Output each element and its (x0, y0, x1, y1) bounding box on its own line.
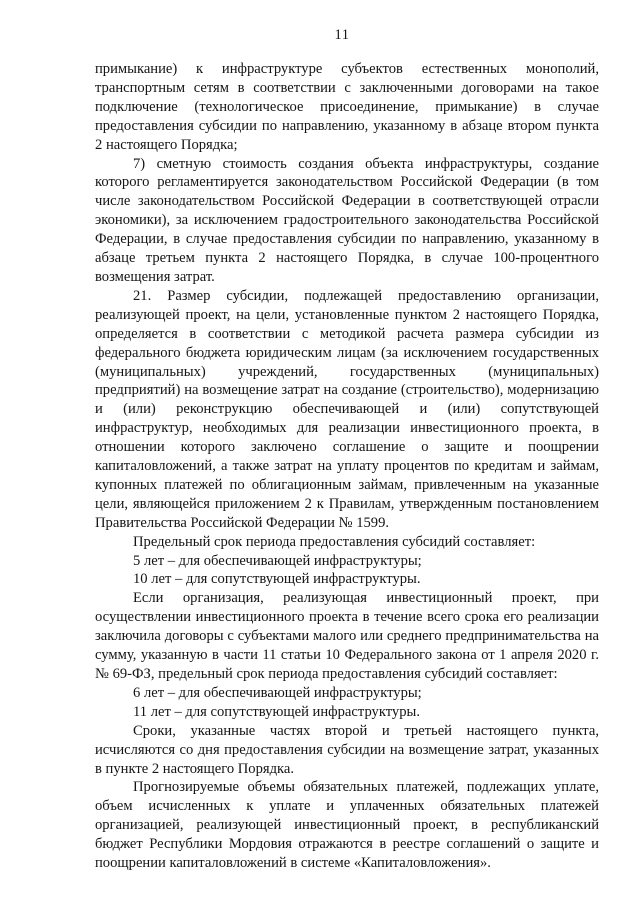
paragraph-terms-calculation: Сроки, указанные частях второй и третьей настоящего пункта, исчисляются со дня предоставления субсидии на возмещение затрат, указанных в пункте 2 настоящего Порядка. (95, 722, 599, 777)
paragraph-term-11-years: 11 лет – для сопутствующей инфраструктуры. (133, 703, 420, 720)
paragraph-term-6-years: 6 лет – для обеспечивающей инфраструктуры; (133, 684, 422, 701)
paragraph-item-7-cost-estimate: 7) сметную стоимость создания объекта инфраструктуры, создание которого регламентируется законодательством Российской Федерации (в том числе законодательством Российской Федерации в соответствующей отрасли экономики), за исключением градостроительного законодательства Российской Федерации, в случае предоставления субсидии по направлению, указанному в абзаце третьем пункта 2 настоящего Порядка, в случае 100-процентного возмещения затрат. (95, 155, 599, 285)
paragraph-sme-contracts: Если организация, реализующая инвестиционный проект, при осуществлении инвестиционного проекта в течение всего срока его реализации заключила договоры с субъектами малого или среднего предпринимательства на сумму, указанную в части 11 статьи 10 Федерального закона от 1 апреля 2020 г. № 69-ФЗ, предельный срок периода предоставления субсидий составляет: (95, 590, 599, 682)
paragraph-term-5-years: 5 лет – для обеспечивающей инфраструктуры; (133, 552, 422, 569)
paragraph-mandatory-payments: Прогнозируемые объемы обязательных платежей, подлежащих уплате, объем исчисленных к уплате и уплаченных обязательных платежей организацией, реализующей инвестиционный проект, в республиканский бюджет Республики Мордовия отражаются в реестре соглашений о защите и поощрении капиталовложений в системе «Капиталовложения». (95, 779, 599, 872)
paragraph-item-21-subsidy-size: 21. Размер субсидии, подлежащей предоставлению организации, реализующей проект, на цели, установленные пунктом 2 настоящего Порядка, определяется в соответствии с методикой расчета размера субсидии из федерального бюджета юридическим лицам (за исключением государственных (муниципальных) учреждений, государственных (муниципальных) предприятий) на возмещение затрат на создание (строительство), модернизацию и (или) реконструкцию обеспечивающей и (или) сопутствующей инфраструктур, необходимых для реализации инвестиционного проекта, в отношении которого заключено соглашение о защите и поощрении капиталовложений, а также затрат на уплату процентов по кредитам и займам, купонных платежей по облигационным займам, привлеченным на указанные цели, являющейся приложением 2 к Правилам, утвержденным постановлением Правительства Российской Федерации № 1599. (95, 287, 599, 531)
body-text (95, 60, 599, 873)
paragraph-term-10-years: 10 лет – для сопутствующей инфраструктуры. (133, 571, 421, 588)
paragraph-term-limit-intro: Предельный срок периода предоставления субсидий составляет: (133, 533, 536, 550)
page-number: 11 (334, 27, 350, 43)
paragraph-infrastructure-connection: примыкание) к инфраструктуре субъектов естественных монополий, транспортным сетям в соответствии с заключенными договорами на такое подключение (технологическое присоединение, примыкание) в случае предоставления субсидии по направлению, указанному в абзаце втором пункта 2 настоящего Порядка; (95, 61, 599, 153)
